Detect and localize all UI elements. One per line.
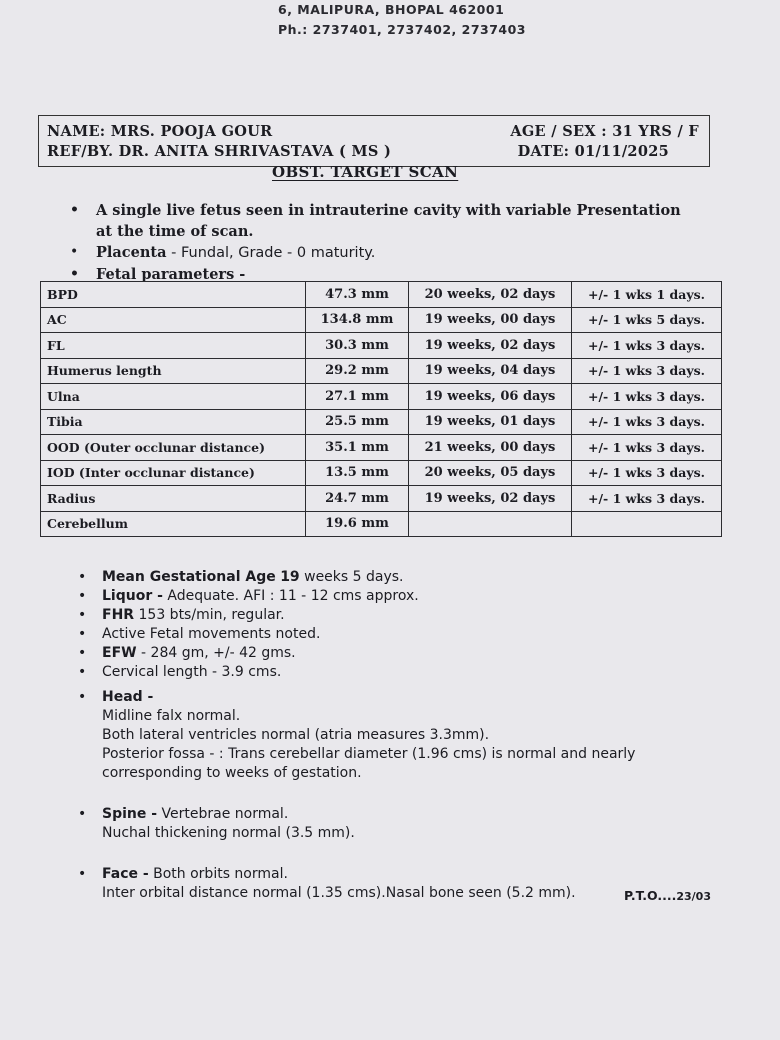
page-footer <box>624 888 711 903</box>
param-range-cell: +/- 1 wks 3 days. <box>572 409 722 435</box>
param-age-cell: 19 weeks, 00 days <box>409 307 572 333</box>
table-row <box>41 282 722 308</box>
param-value-cell: 19.6 mm <box>306 511 409 537</box>
param-value-cell: 13.5 mm <box>306 460 409 486</box>
param-name-cell: AC <box>41 307 306 333</box>
param-age-cell: 19 weeks, 02 days <box>409 486 572 512</box>
param-value-cell: 47.3 mm <box>306 282 409 308</box>
param-age-cell: 20 weeks, 05 days <box>409 460 572 486</box>
param-value-cell: 134.8 mm <box>306 307 409 333</box>
face-line-2: Inter orbital distance normal (1.35 cms).Nasal bone seen (5.2 mm). <box>102 885 576 901</box>
param-value-cell: 24.7 mm <box>306 486 409 512</box>
face-text: Both orbits normal. <box>148 866 288 882</box>
efw-label: EFW <box>102 645 137 661</box>
param-age-cell: 19 weeks, 01 days <box>409 409 572 435</box>
phone-line: Ph.: 2737401, 2737402, 2737403 <box>278 22 527 37</box>
intro-placenta-line <box>70 242 690 264</box>
report-title: OBST. TARGET SCAN <box>272 163 459 181</box>
param-name-cell: IOD (Inter occlunar distance) <box>41 460 306 486</box>
param-range-cell: +/- 1 wks 3 days. <box>572 486 722 512</box>
finding-movements: • Active Fetal movements noted. <box>78 625 718 644</box>
intro-list <box>70 200 690 285</box>
table-row <box>41 333 722 359</box>
fhr-label: FHR <box>102 607 135 623</box>
findings-list <box>78 568 718 903</box>
liquor-text: Adequate. AFI : 11 - 12 cms approx. <box>162 588 419 604</box>
param-age-cell: 19 weeks, 02 days <box>409 333 572 359</box>
efw-text: - 284 gm, +/- 42 gms. <box>136 645 296 661</box>
mga-label: Mean Gestational Age <box>102 569 276 585</box>
head-line-2: Both lateral ventricles normal (atria measures 3.3mm). <box>102 727 490 743</box>
param-range-cell: +/- 1 wks 3 days. <box>572 384 722 410</box>
finding-fhr <box>78 606 718 625</box>
fhr-text: 153 bts/min, regular. <box>134 607 285 623</box>
param-name-cell: BPD <box>41 282 306 308</box>
table-row <box>41 460 722 486</box>
patient-age-sex: AGE / SEX : 31 YRS / F <box>510 123 699 140</box>
spine-label: Spine - <box>102 806 158 822</box>
footer-ref: 23/03 <box>676 890 711 903</box>
param-age-cell <box>409 511 572 537</box>
param-range-cell: +/- 1 wks 3 days. <box>572 435 722 461</box>
finding-face <box>78 865 718 903</box>
param-name-cell: Ulna <box>41 384 306 410</box>
param-name-cell: Tibia <box>41 409 306 435</box>
face-label: Face - <box>102 866 149 882</box>
fetal-parameters-table <box>40 281 722 537</box>
letterhead-address <box>278 0 526 40</box>
param-range-cell: +/- 1 wks 3 days. <box>572 358 722 384</box>
mga-weeks: 19 <box>280 569 300 585</box>
param-name-cell: Cerebellum <box>41 511 306 537</box>
finding-spine <box>78 805 718 843</box>
param-value-cell: 27.1 mm <box>306 384 409 410</box>
table-row <box>41 409 722 435</box>
mga-text: weeks 5 days. <box>299 569 404 585</box>
placenta-label: Placenta <box>96 244 167 261</box>
report-date: DATE: 01/11/2025 <box>517 143 669 160</box>
head-line-1: Midline falx normal. <box>102 708 241 724</box>
param-age-cell: 21 weeks, 00 days <box>409 435 572 461</box>
address-line: 6, MALIPURA, BHOPAL 462001 <box>278 2 505 17</box>
param-range-cell <box>572 511 722 537</box>
referring-doctor: REF/BY. DR. ANITA SHRIVASTAVA ( MS ) <box>47 143 392 160</box>
param-range-cell: +/- 1 wks 5 days. <box>572 307 722 333</box>
finding-liquor <box>78 587 718 606</box>
table-row <box>41 358 722 384</box>
spine-text: Vertebrae normal. <box>157 806 289 822</box>
param-name-cell: OOD (Outer occlunar distance) <box>41 435 306 461</box>
param-age-cell: 19 weeks, 06 days <box>409 384 572 410</box>
param-value-cell: 29.2 mm <box>306 358 409 384</box>
param-name-cell: Humerus length <box>41 358 306 384</box>
head-line-3: Posterior fossa - : Trans cerebellar diameter (1.96 cms) is normal and nearly corresponding to weeks of gestation. <box>102 746 636 781</box>
table-row <box>41 486 722 512</box>
param-range-cell: +/- 1 wks 3 days. <box>572 333 722 359</box>
liquor-label: Liquor - <box>102 588 163 604</box>
table-row <box>41 384 722 410</box>
finding-mga <box>78 568 718 587</box>
table-row <box>41 511 722 537</box>
param-value-cell: 25.5 mm <box>306 409 409 435</box>
param-value-cell: 35.1 mm <box>306 435 409 461</box>
intro-fetus-line: • A single live fetus seen in intrauterine cavity with variable Presentation at the time of scan. <box>70 200 690 242</box>
patient-info-box <box>38 115 710 167</box>
placenta-text: - Fundal, Grade - 0 maturity. <box>166 245 376 261</box>
param-value-cell: 30.3 mm <box>306 333 409 359</box>
table-row <box>41 435 722 461</box>
param-range-cell: +/- 1 wks 3 days. <box>572 460 722 486</box>
head-label: • Head - <box>102 689 154 705</box>
finding-head <box>78 688 718 783</box>
param-name-cell: Radius <box>41 486 306 512</box>
finding-cervical: • Cervical length - 3.9 cms. <box>78 663 718 682</box>
pto-text: P.T.O.... <box>624 888 677 903</box>
intro-fetal-params-line: • Fetal parameters - <box>70 264 690 285</box>
param-age-cell: 19 weeks, 04 days <box>409 358 572 384</box>
param-age-cell: 20 weeks, 02 days <box>409 282 572 308</box>
param-name-cell: FL <box>41 333 306 359</box>
finding-efw <box>78 644 718 663</box>
param-range-cell: +/- 1 wks 1 days. <box>572 282 722 308</box>
table-row <box>41 307 722 333</box>
patient-name: NAME: MRS. POOJA GOUR <box>47 123 273 140</box>
spine-line-2: Nuchal thickening normal (3.5 mm). <box>102 825 355 841</box>
